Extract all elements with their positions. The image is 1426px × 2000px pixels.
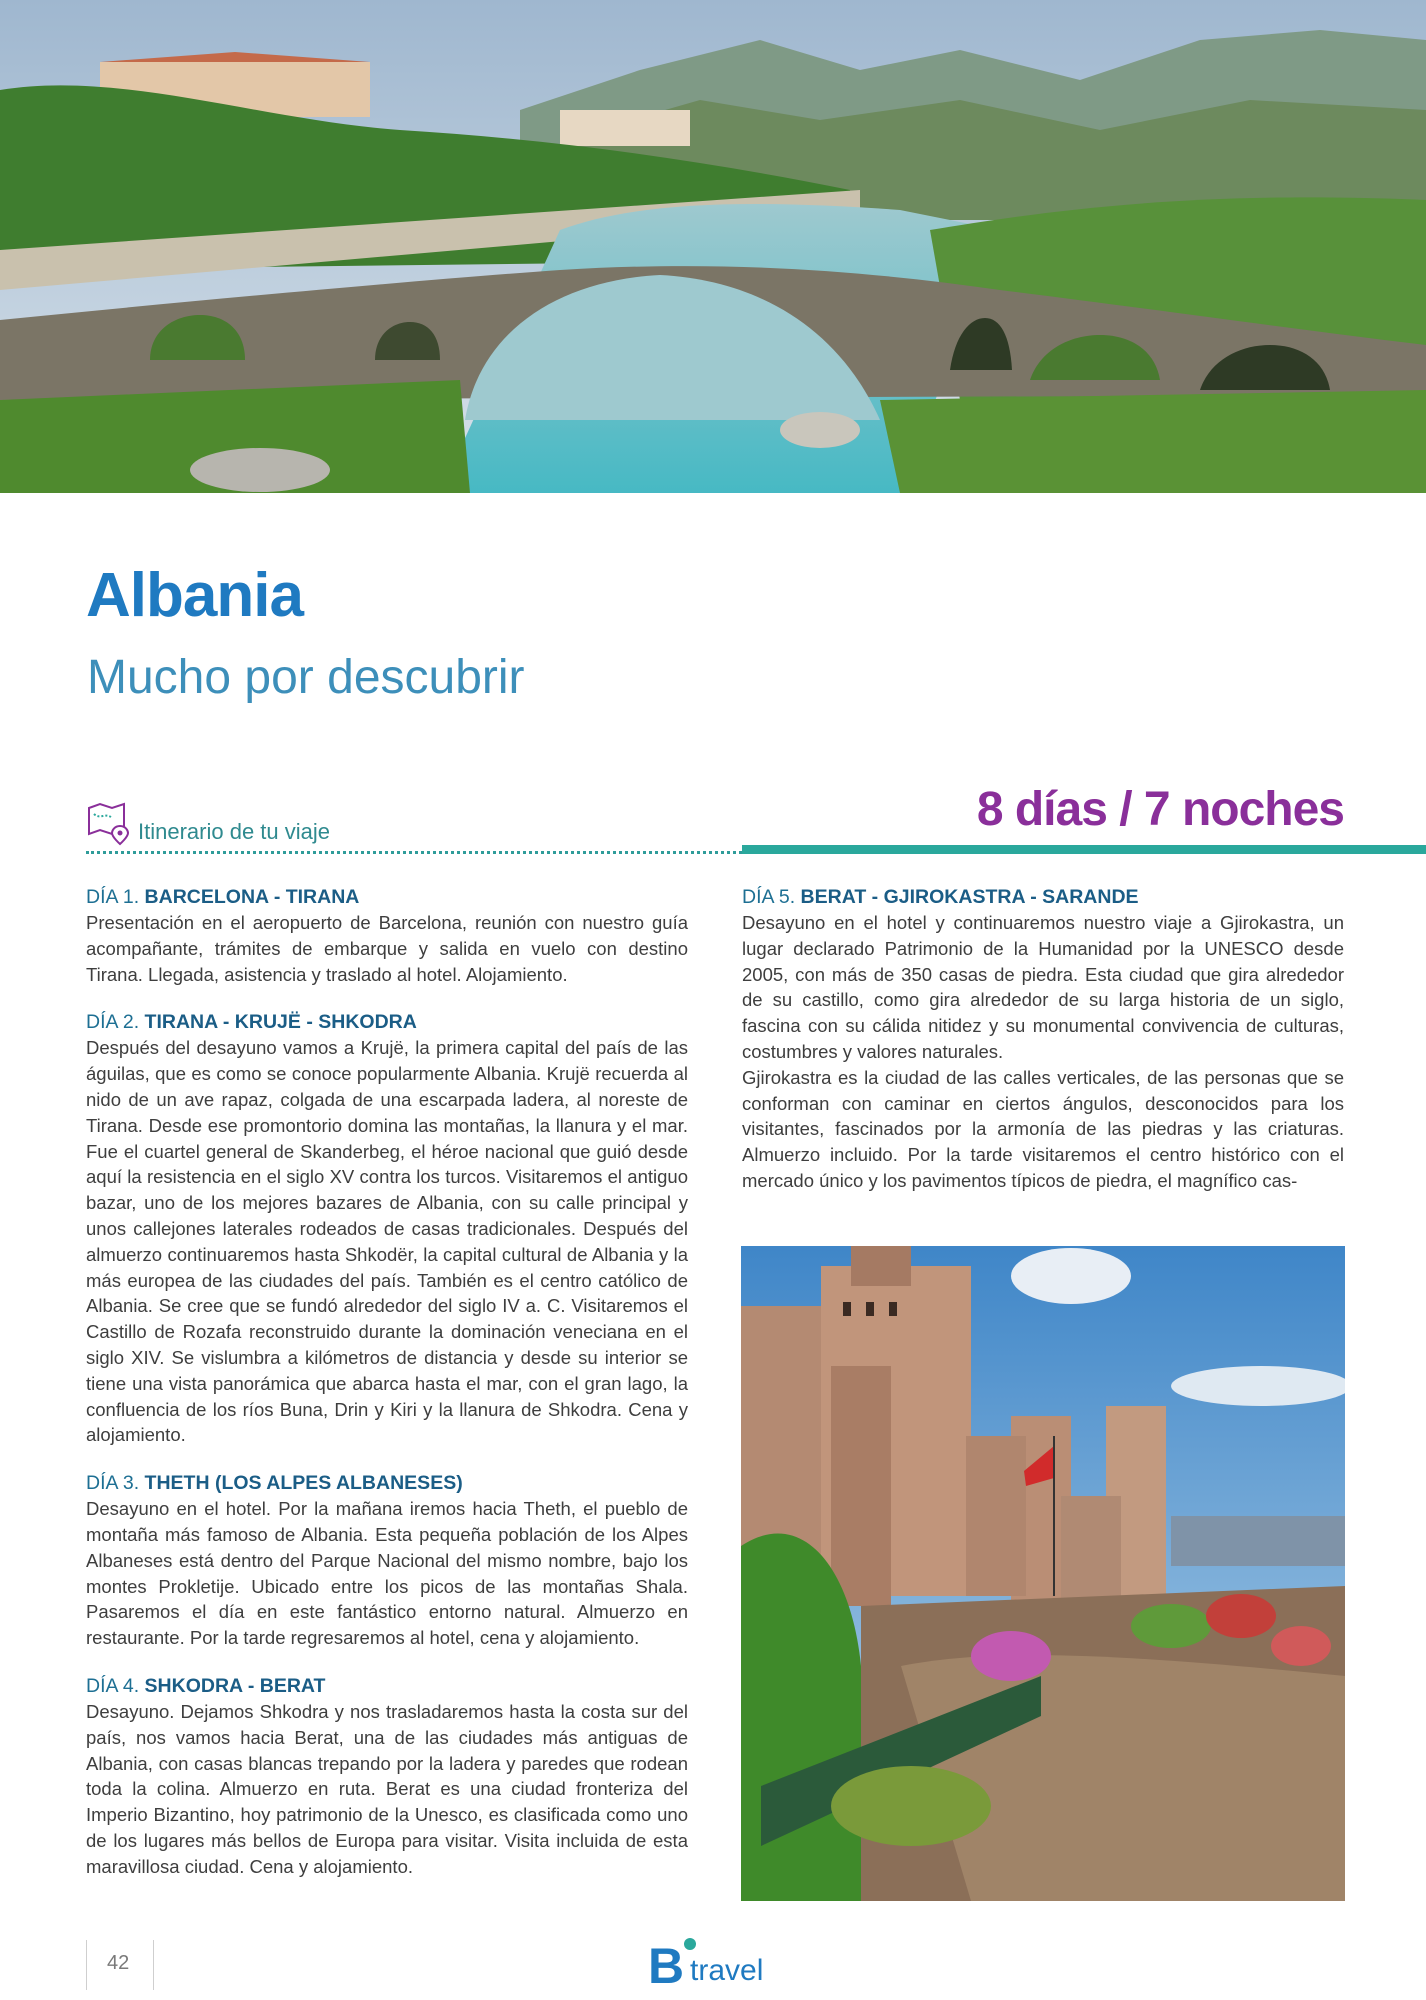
page-subtitle: Mucho por descubrir <box>87 651 525 704</box>
itinerary-header <box>86 800 330 851</box>
dotted-divider <box>86 851 742 854</box>
page-title: Albania <box>86 561 303 630</box>
day-2 <box>86 1009 688 1448</box>
btravel-logo: B travel <box>648 1938 764 1994</box>
day-heading: DÍA 2. TIRANA - KRUJË - SHKODRA <box>86 1011 417 1034</box>
page-number: 42 <box>86 1940 154 1990</box>
day-text: Desayuno en el hotel. Por la mañana iremos hacia Theth, el pueblo de montaña más famoso de Albania. Esta pequeña población de los Alpes Albaneses está dentro del Parque Nacional del mismo nombre, bajo los montes Prokletije. Ubicado entre los picos de las montañas Shala. Pasaremos el día en este fantástico entorno natural. Almuerzo en restaurante. Por la tarde regresaremos al hotel, cena y alojamiento. <box>86 1498 688 1649</box>
day-1 <box>86 884 688 987</box>
itinerary-column-left <box>86 884 688 1902</box>
day-text: Desayuno. Dejamos Shkodra y nos trasladaremos hasta la costa sur del país, nos vamos hacia Berat, una de las ciudades más antiguas de Albania, con casas blancas trepando por la ladera y paredes que rodean toda la colina. Almuerzo en ruta. Berat es una ciudad fronteriza del Imperio Bizantino, hoy patrimonio de la Unesco, es clasificada como uno de los lugares más bellos de Europa para visitar. Visita incluida de esta maravillosa ciudad. Cena y alojamiento. <box>86 1700 688 1877</box>
day-heading: DÍA 3. THETH (LOS ALPES ALBANESES) <box>86 1472 463 1495</box>
day-text: Presentación en el aeropuerto de Barcelona, reunión con nuestro guía acompañante, trámites de embarque y salida en vuelo con destino Tirana. Llegada, asistencia y traslado al hotel. Alojamiento. <box>86 912 688 985</box>
castle-photo <box>741 1246 1345 1901</box>
teal-divider <box>742 845 1426 854</box>
map-pin-icon <box>86 800 132 851</box>
itinerary-label: Itinerario de tu viaje <box>138 818 330 844</box>
day-5 <box>742 884 1344 1194</box>
day-3 <box>86 1470 688 1651</box>
day-heading: DÍA 5. BERAT - GJIROKASTRA - SARANDE <box>742 886 1139 908</box>
day-text-continued: Gjirokastra es la ciudad de las calles verticales, de las personas que se conforman con caminar en ciertos ángulos, desconocidos para los visitantes, fascinados por la armonía de las piedras y las criaturas. Almuerzo incluido. Por la tarde visitaremos el centro histórico con el mercado único y los pavimentos típicos de piedra, el magnífico cas- <box>742 1066 1344 1191</box>
day-4 <box>86 1673 688 1880</box>
day-text: Después del desayuno vamos a Krujë, la primera capital del país de las águilas, que es como se conoce popularmente Albania. Krujë recuerda al nido de un ave rapaz, colgada de una escarpada ladera, al noreste de Tirana. Desde ese promontorio domina las montañas, la llanura y el mar. Fue el cuartel general de Skanderbeg, el héroe nacional que guió desde aquí la resistencia en el siglo XV contra los turcos. Visitaremos el antiguo bazar, uno de los mejores bazares de Albania, con su calle principal y unos callejones laterales rodeados de casas tradicionales. Después del almuerzo continuaremos hasta Shkodër, la capital cultural de Albania y la más europea de las ciudades del país. También es el centro católico de Albania. Se cree que se fundó alrededor del siglo IV a. C. Visitaremos el Castillo de Rozafa reconstruido durante la dominación veneciana en el siglo XIV. Se vislumbra a kilómetros de distancia y desde su interior se tiene una vista panorámica que abarca hasta el mar, con el gran lago, la confluencia de los ríos Buna, Drin y Kiri y la llanura de Shkodra. Cena y alojamiento. <box>86 1037 688 1446</box>
trip-duration: 8 días / 7 noches <box>976 783 1344 836</box>
hero-photo-bridge <box>0 0 1426 493</box>
day-text: Desayuno en el hotel y continuaremos nuestro viaje a Gjirokastra, un lugar declarado Patrimonio de la Humanidad por la UNESCO desde 2005, con más de 350 casas de piedra. Esta ciudad que gira alrededor de su castillo, como gira alrededor de su larga historia de un siglo, fascina con su cálida nitidez y su monumental convivencia de culturas, costumbres y valores naturales. <box>742 912 1344 1062</box>
day-heading: DÍA 1. BARCELONA - TIRANA <box>86 886 360 908</box>
itinerary-column-right <box>742 884 1344 1216</box>
day-heading: DÍA 4. SHKODRA - BERAT <box>86 1674 326 1697</box>
